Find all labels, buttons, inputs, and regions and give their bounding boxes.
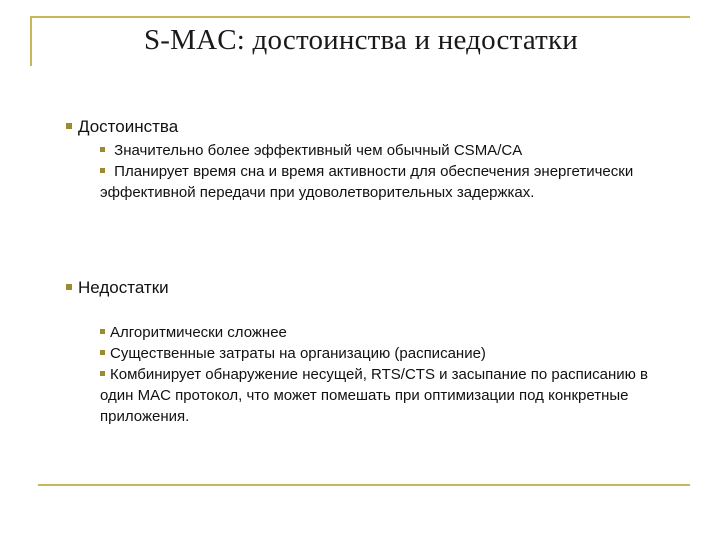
square-bullet-icon xyxy=(100,350,105,355)
slide-title: S-MAC: достоинства и недостатки xyxy=(143,24,579,56)
disadvantages-heading-text: Недостатки xyxy=(78,278,169,297)
disadvantages-heading xyxy=(66,278,169,298)
square-bullet-icon xyxy=(100,168,105,173)
frame-top-line xyxy=(30,16,690,18)
square-bullet-icon xyxy=(100,147,105,152)
advantages-heading xyxy=(66,117,178,137)
list-item: Значительно более эффективный чем обычный CSMA/CA xyxy=(100,140,660,161)
frame-bottom-line xyxy=(38,484,690,486)
square-bullet-icon xyxy=(66,284,72,290)
square-bullet-icon xyxy=(66,123,72,129)
list-item: Комбинирует обнаружение несущей, RTS/CTS и засыпание по расписанию в один MAC протокол, что может помешать при оптимизации под конкретные приложения. xyxy=(100,366,649,425)
advantages-list xyxy=(100,140,660,203)
list-item: Планирует время сна и время активности для обеспечения энергетически эффективной передачи при удоволетворительных задержках. xyxy=(100,163,634,201)
disadvantages-list xyxy=(100,322,660,427)
square-bullet-icon xyxy=(100,371,105,376)
square-bullet-icon xyxy=(100,329,105,334)
advantages-heading-text: Достоинства xyxy=(78,117,179,136)
list-item: Алгоритмически сложнее xyxy=(100,322,660,343)
list-item: Существенные затраты на организацию (расписание) xyxy=(100,343,660,364)
